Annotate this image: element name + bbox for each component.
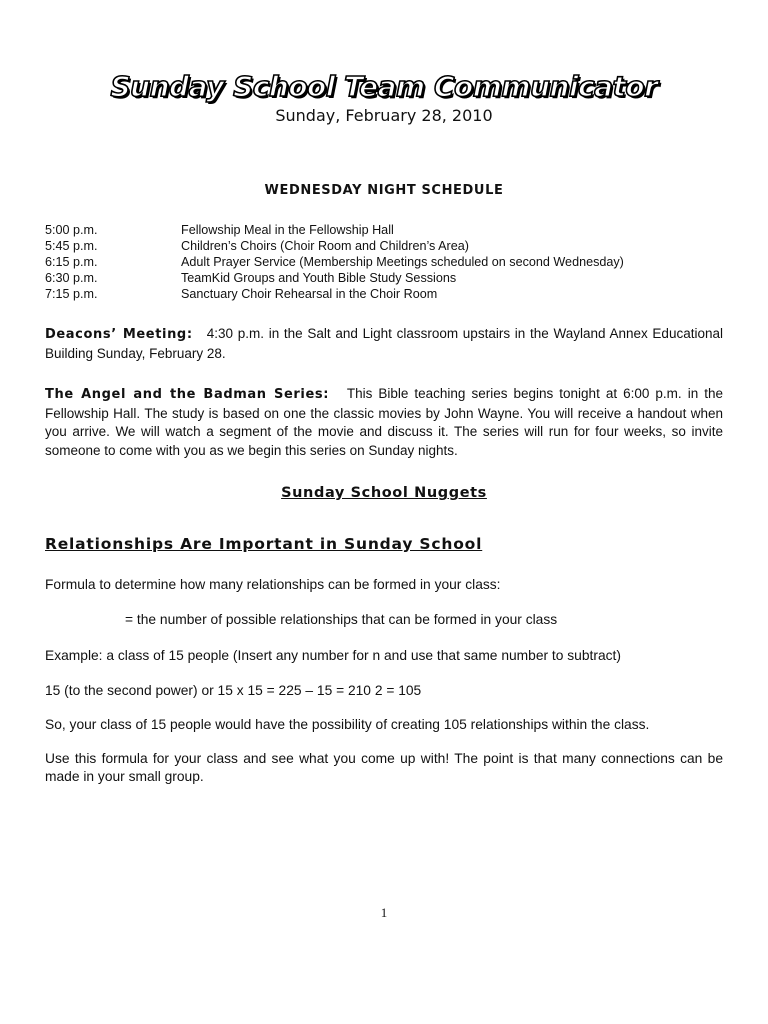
- deacons-meeting-paragraph: [45, 325, 723, 363]
- schedule-list: [45, 222, 735, 302]
- schedule-heading: WEDNESDAY NIGHT SCHEDULE: [264, 183, 504, 198]
- nuggets-heading: Sunday School Nuggets: [281, 485, 487, 501]
- schedule-time: 5:00 p.m.: [45, 223, 98, 237]
- schedule-time: 5:45 p.m.: [45, 239, 98, 253]
- newsletter-title: Sunday School Team Communicator: [110, 70, 658, 103]
- page-number: 1: [380, 905, 388, 920]
- deacons-meeting-text: 4:30 p.m. in the Salt and Light classroom upstairs in the Wayland Annex Educational Building Sunday, February 28.: [45, 326, 723, 361]
- formula-example: Example: a class of 15 people (Insert any number for n and use that same number to subtract): [45, 648, 621, 663]
- formula-conclusion: So, your class of 15 people would have the possibility of creating 105 relationships within the class.: [45, 717, 650, 732]
- schedule-event: TeamKid Groups and Youth Bible Study Sessions: [181, 271, 457, 285]
- schedule-time: 6:30 p.m.: [45, 271, 98, 285]
- formula-intro: Formula to determine how many relationships can be formed in your class:: [45, 577, 501, 592]
- deacons-meeting-heading: Deacons’ Meeting:: [45, 327, 193, 342]
- angel-badman-heading: The Angel and the Badman Series:: [45, 387, 329, 402]
- schedule-row: [45, 254, 735, 270]
- schedule-event: Children’s Choirs (Choir Room and Children’s Area): [181, 239, 469, 253]
- schedule-event: Adult Prayer Service (Membership Meetings scheduled on second Wednesday): [181, 255, 624, 269]
- angel-badman-text: This Bible teaching series begins tonight at 6:00 p.m. in the Fellowship Hall. The study is based on one the classic movies by John Wayne. You will receive a handout when you arrive. We will watch a segment of the movie and discuss it. The series will run for four weeks, so invite someone to come with you as we begin this series on Sunday nights.: [45, 386, 723, 458]
- schedule-event: Sanctuary Choir Rehearsal in the Choir Room: [181, 287, 438, 301]
- angel-badman-paragraph: [45, 385, 723, 460]
- schedule-row: [45, 270, 735, 286]
- schedule-row: [45, 286, 735, 302]
- formula-result: = the number of possible relationships that can be formed in your class: [125, 612, 558, 627]
- schedule-time: 6:15 p.m.: [45, 255, 98, 269]
- schedule-time: 7:15 p.m.: [45, 287, 98, 301]
- relationships-heading: Relationships Are Important in Sunday School: [45, 535, 483, 553]
- formula-calculation: 15 (to the second power) or 15 x 15 = 225 – 15 = 210 2 = 105: [45, 683, 422, 698]
- newsletter-date: Sunday, February 28, 2010: [275, 106, 493, 125]
- schedule-row: [45, 222, 735, 238]
- schedule-row: [45, 238, 735, 254]
- schedule-event: Fellowship Meal in the Fellowship Hall: [181, 223, 394, 237]
- closing-paragraph: Use this formula for your class and see what you come up with! The point is that many connections can be made in your small group.: [45, 751, 723, 784]
